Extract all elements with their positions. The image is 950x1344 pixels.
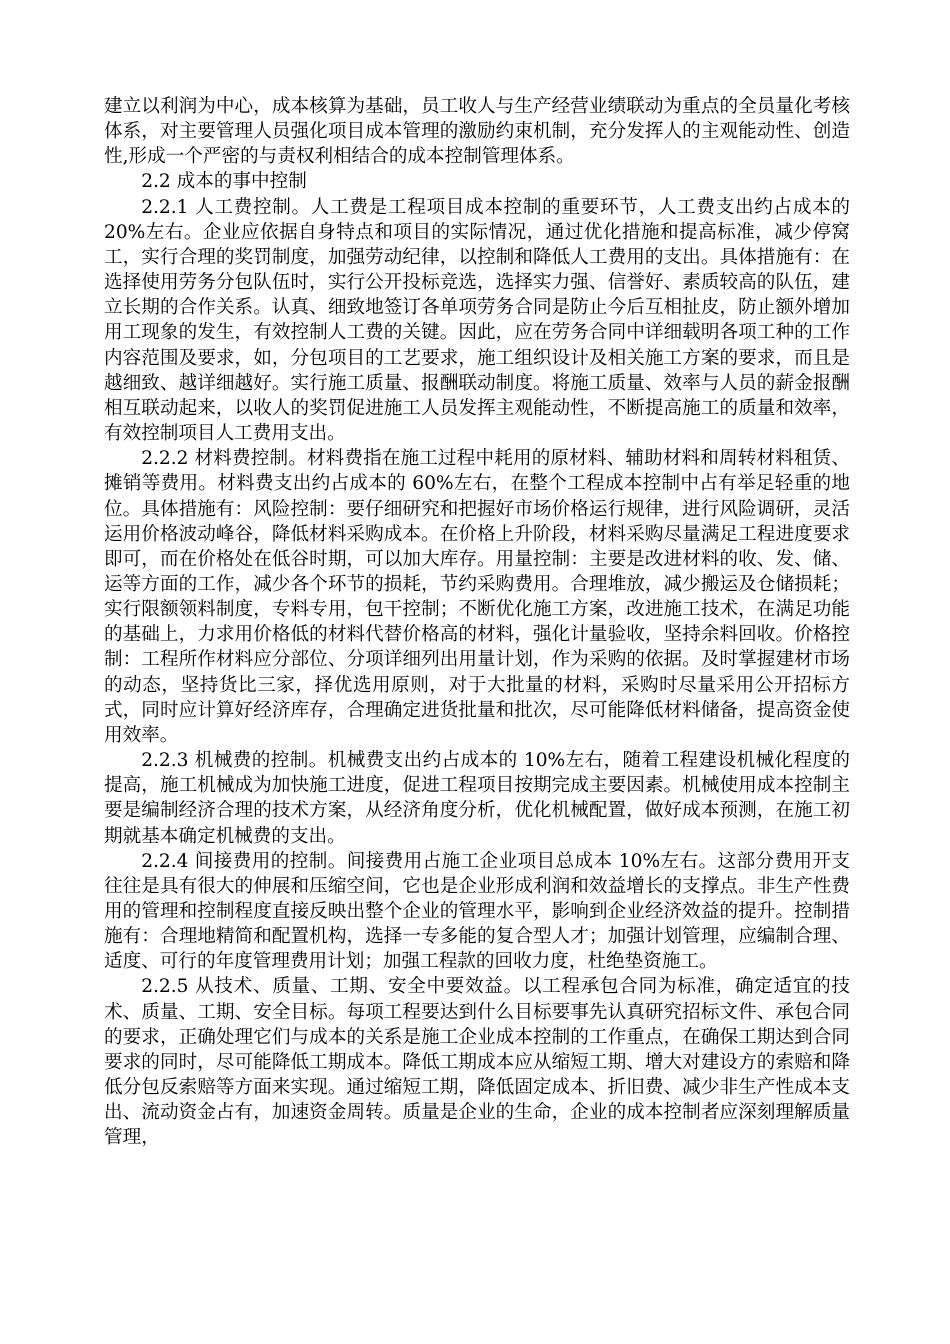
paragraph-efficiency-benefit: 2.2.5 从技术、质量、工期、安全中要效益。以工程承包合同为标准，确定适宜的技术、质量、工期、安全目标。每项工程要达到什么目标要事先认真研究招标文件、承包合同的要求，正确处理它们与成本的关系是施工企业成本控制的工作重点，在确保工期达到合同要求的同时，尽可能降低工期成本。降低工期成本应从缩短工期、增大对建设方的索赔和降低分包反索赔等方面来实现。通过缩短工期，降低固定成本、折旧费、减少非生产性成本支出、流动资金占有，加速资金周转。质量是企业的生命，企业的成本控制者应深刻理解质量管理， bbox=[104, 976, 850, 1149]
paragraph-indirect-cost: 2.2.4 间接费用的控制。间接费用占施工企业项目总成本 10%左右。这部分费用开支往往是具有很大的伸展和压缩空间，它也是企业形成利润和效益增长的支撑点。非生产性费用的管理和控制程度直接反映出整个企业的管理水平，影响到企业经济效益的提升。控制措施有：合理地精简和配置机构，选择一专多能的复合型人才；加强计划管理，应编制合理、适度、可行的年度管理费用计划；加强工程款的回收力度，杜绝垫资施工。 bbox=[104, 850, 850, 973]
paragraph-labor-cost: 2.2.1 人工费控制。人工费是工程项目成本控制的重要环节，人工费支出约占成本的 20%左右。企业应依据自身特点和项目的实际情况，通过优化措施和提高标准，减少停窝工，实行合理的奖罚制度，加强劳动纪律，以控制和降低人工费用的支出。具体措施有：在选择使用劳务分包队伍时，实行公开投标竞选，选择实力强、信誉好、素质较高的队伍，建立长期的合作关系。认真、细致地签订各单项劳务合同是防止今后互相扯皮，防止额外增加用工现象的发生，有效控制人工费的关键。因此，应在劳务合同中详细载明各项工种的工作内容范围及要求，如，分包项目的工艺要求，施工组织设计及相关施工方案的要求，而且是越细致、越详细越好。实行施工质量、报酬联动制度。将施工质量、效率与人员的薪金报酬相互联动起来，以收人的奖罚促进施工人员发挥主观能动性，不断提高施工的质量和效率，有效控制项目人工费用支出。 bbox=[104, 196, 850, 445]
document-page bbox=[104, 94, 850, 1151]
paragraph-material-cost: 2.2.2 材料费控制。材料费指在施工过程中耗用的原材料、辅助材料和周转材料租赁、摊销等费用。材料费支出约占成本的 60%左右，在整个工程成本控制中占有举足轻重的地位。具体措施有：风险控制：要仔细研究和把握好市场价格运行规律，进行风险调研，灵活运用价格波动峰谷，降低材料采购成本。在价格上升阶段，材料采购尽量满足工程进度要求即可，而在价格处在低谷时期，可以加大库存。用量控制：主要是改进材料的收、发、储、运等方面的工作，减少各个环节的损耗，节约采购费用。合理堆放，减少搬运及仓储损耗；实行限额领料制度，专料专用，包干控制；不断优化施工方案，改进施工技术，在满足功能的基础上，力求用价格低的材料代替价格高的材料，强化计量验收，坚持余料回收。价格控制：工程所作材料应分部位、分项详细列出用量计划，作为采购的依据。及时掌握建材市场的动态，坚持货比三家，择优选用原则，对于大批量的材料，采购时尽量采用公开招标方式，同时应计算好经济库存，合理确定进货批量和批次，尽可能降低材料储备，提高资金使用效率。 bbox=[104, 448, 850, 746]
section-heading-2-2: 2.2 成本的事中控制 bbox=[141, 171, 307, 193]
intro-paragraph: 建立以利润为中心，成本核算为基础，员工收人与生产经营业绩联动为重点的全员量化考核体系，对主要管理人员强化项目成本管理的激励约束机制，充分发挥人的主观能动性、创造性,形成一个严密的与责权利相结合的成本控制管理体系。 bbox=[104, 96, 850, 168]
paragraph-machinery-cost: 2.2.3 机械费的控制。机械费支出约占成本的 10%左右，随着工程建设机械化程度的提高，施工机械成为加快施工进度，促进工程项目按期完成主要因素。机械使用成本控制主要是编制经济合理的技术方案，从经济角度分析，优化机械配置，做好成本预测，在施工初期就基本确定机械费的支出。 bbox=[104, 750, 850, 847]
